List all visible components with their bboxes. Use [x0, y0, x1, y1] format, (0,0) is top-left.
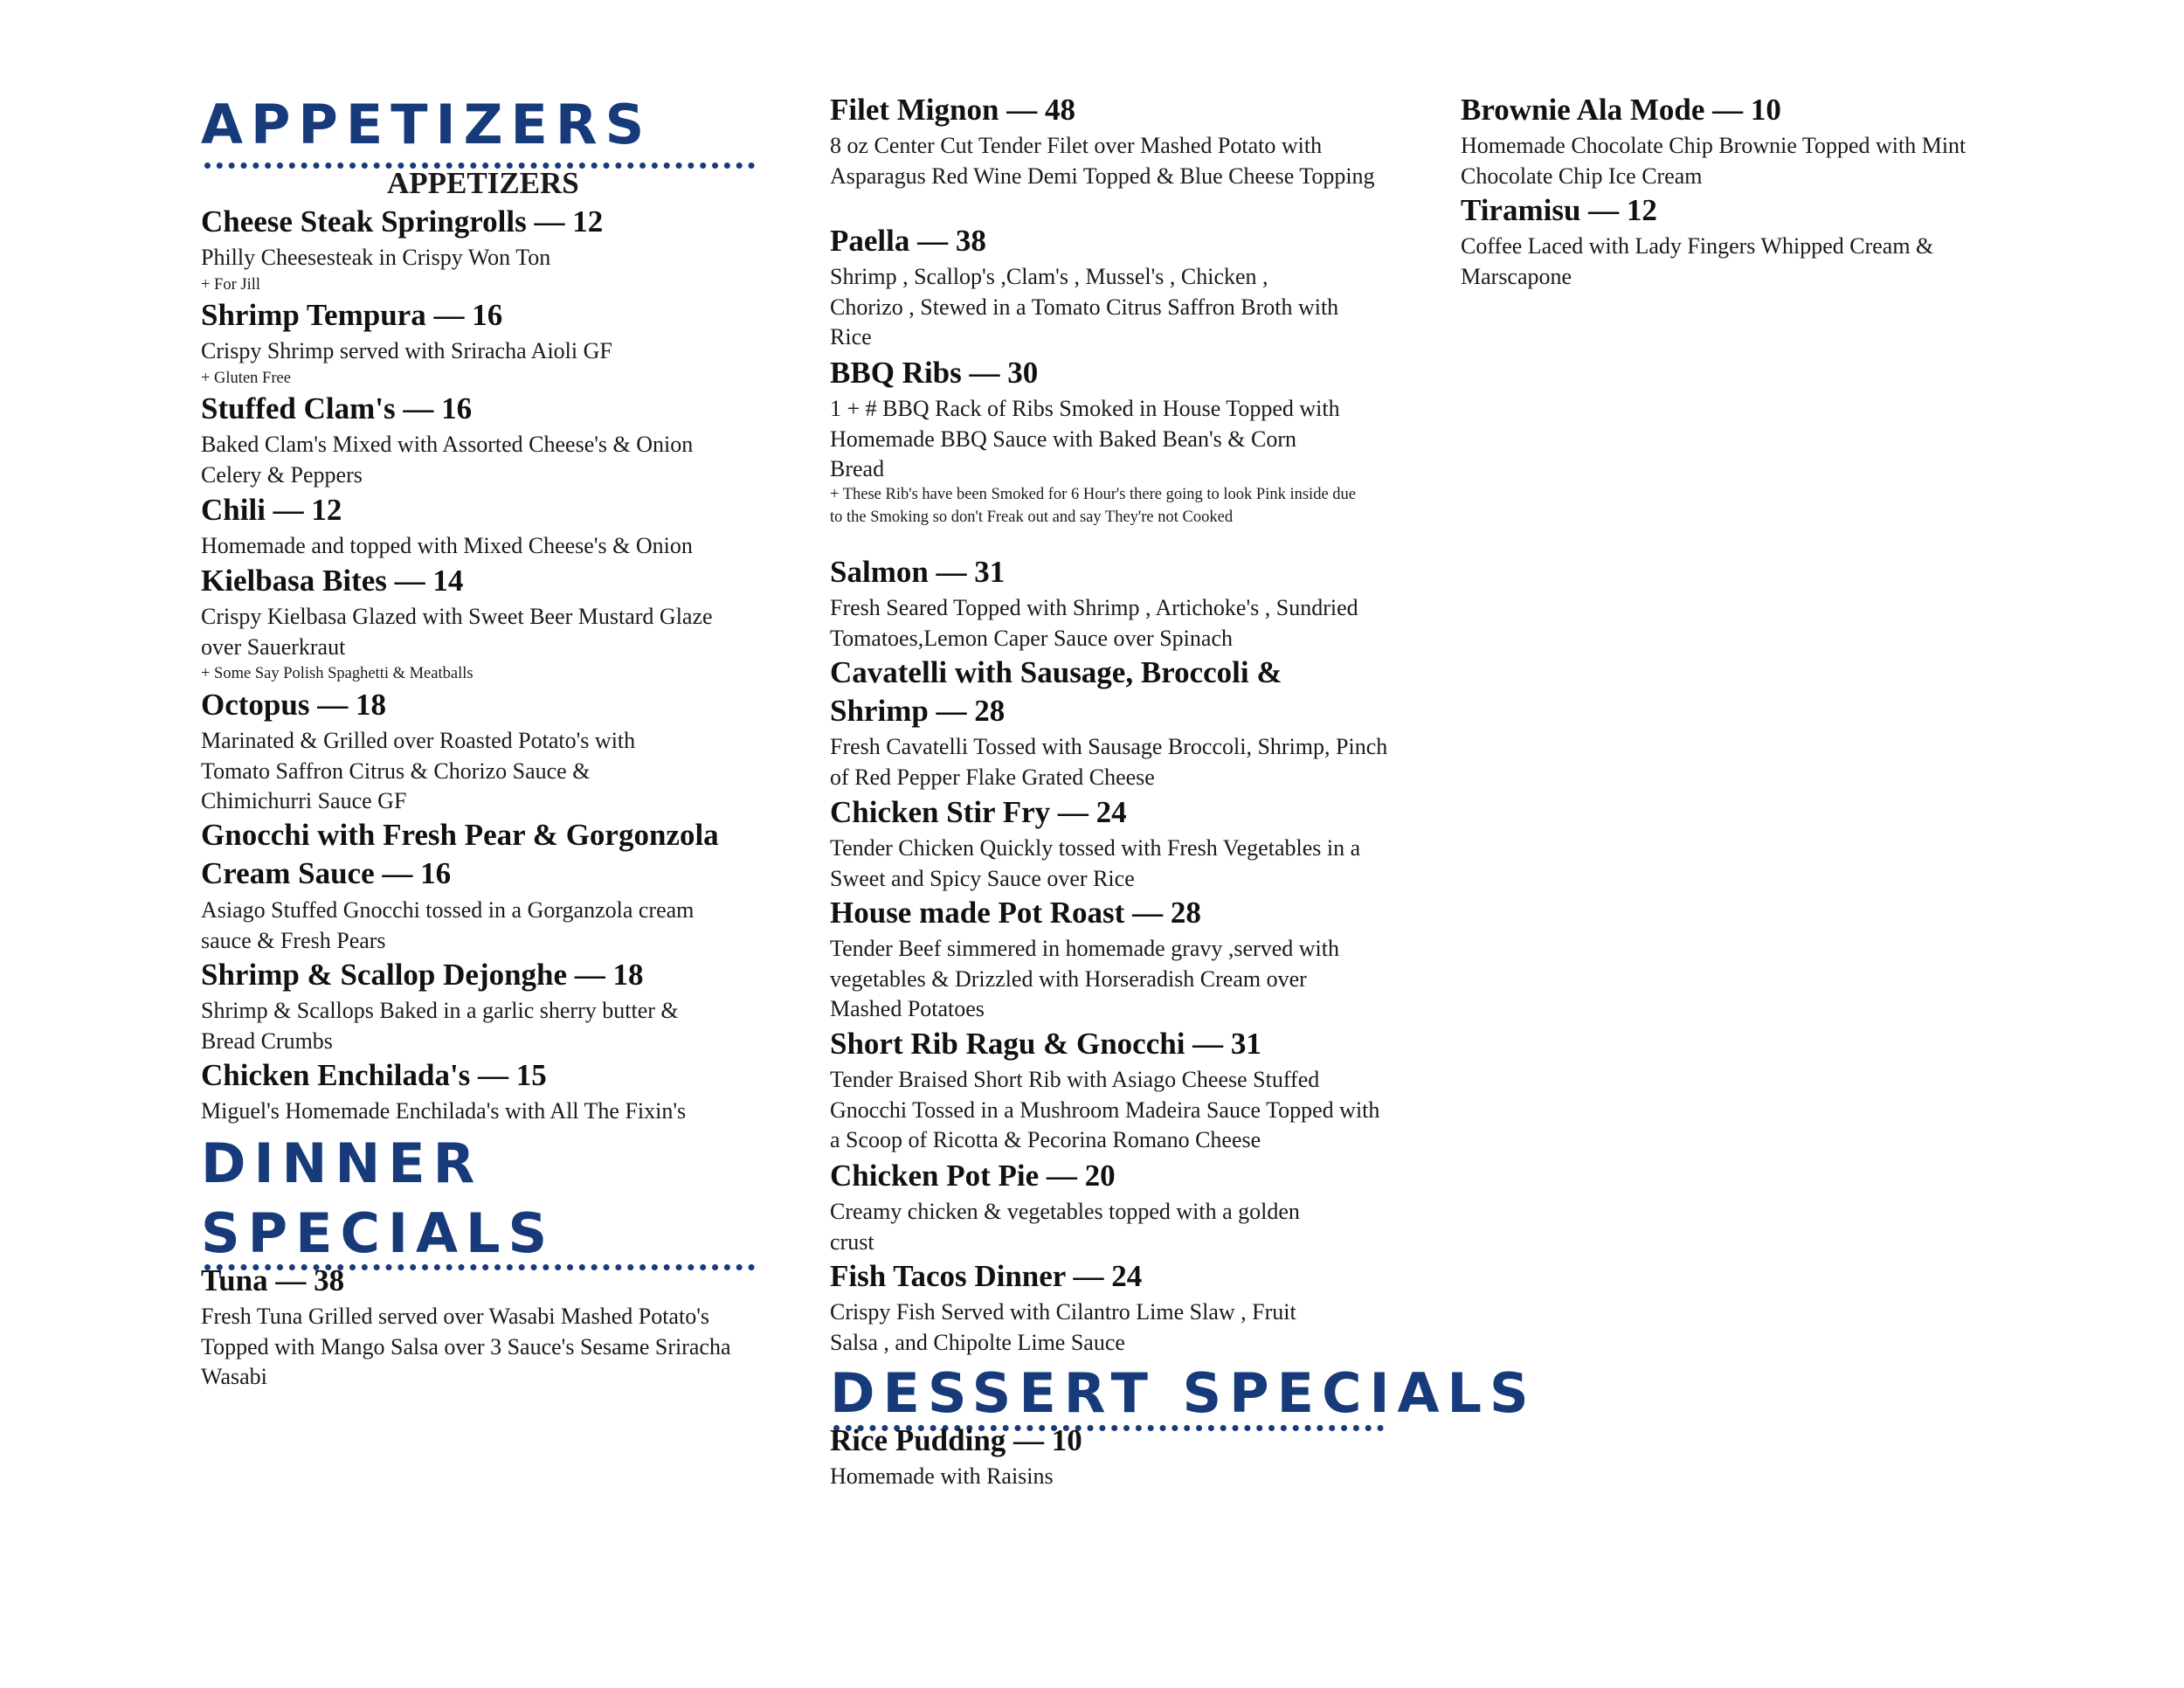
item-title: Stuffed Clam's — 16 [201, 391, 473, 425]
item-title: Fish Tacos Dinner — 24 [830, 1259, 1143, 1293]
item-description: 1 + # BBQ Rack of Ribs Smoked in House Topped with Homemade BBQ Sauce with Baked Bean's & Corn Bread [830, 396, 1340, 481]
item-description: Fresh Cavatelli Tossed with Sausage Broccoli, Shrimp, Pinch of Red Pepper Flake Grated Cheese [830, 734, 1388, 790]
item-description: Fresh Seared Topped with Shrimp , Artichoke's , Sundried Tomatoes,Lemon Caper Sauce over Spinach [830, 595, 1358, 651]
item-note: + Some Say Polish Spaghetti & Meatballs [201, 665, 473, 682]
item-description: 8 oz Center Cut Tender Filet over Mashed Potato with Asparagus Red Wine Demi Topped & Blue Cheese Topping [830, 133, 1375, 189]
item-description: Tender Beef simmered in homemade gravy ,served with vegetables & Drizzled with Horseradish Cream over Mashed Potatoes [830, 936, 1339, 1021]
item-note: + Gluten Free [201, 370, 291, 387]
item-description: Shrimp & Scallops Baked in a garlic sherry butter & Bread Crumbs [201, 998, 679, 1054]
item-description: Asiago Stuffed Gnocchi tossed in a Gorganzola cream sauce & Fresh Pears [201, 897, 695, 953]
dessert-specials-heading: DESSERT SPECIALS [830, 1361, 1537, 1425]
item-description: Homemade with Raisins [830, 1463, 1054, 1489]
item-title: Salmon — 31 [830, 555, 1006, 589]
item-title: Chicken Stir Fry — 24 [830, 795, 1127, 829]
item-title: Shrimp Tempura — 16 [201, 298, 503, 332]
item-title: Paella — 38 [830, 224, 986, 258]
item-description: Homemade and topped with Mixed Cheese's & Onion [201, 533, 693, 558]
item-description: Shrimp , Scallop's ,Clam's , Mussel's , Chicken , Chorizo , Stewed in a Tomato Citrus Saffron Broth with Rice [830, 264, 1339, 349]
item-description: Fresh Tuna Grilled served over Wasabi Mashed Potato's Topped with Mango Salsa over 3 Sauce's Sesame Sriracha Wasabi [201, 1304, 731, 1389]
item-title: Cheese Steak Springrolls — 12 [201, 204, 604, 239]
item-description: Tender Braised Short Rib with Asiago Cheese Stuffed Gnocchi Tossed in a Mushroom Madeira Sauce Topped with a Scoop of Ricotta & Pecorina Romano Cheese [830, 1067, 1380, 1152]
item-note: + These Rib's have been Smoked for 6 Hour's there going to look Pink inside due to the Smoking so don't Freak out and say They're not Cooked [830, 486, 1356, 526]
item-description: Miguel's Homemade Enchilada's with All The Fixin's [201, 1098, 687, 1124]
item-title: Chicken Enchilada's — 15 [201, 1058, 547, 1092]
item-title: Chili — 12 [201, 493, 342, 527]
item-title: House made Pot Roast — 28 [830, 896, 1201, 930]
item-description: Homemade Chocolate Chip Brownie Topped with Mint Chocolate Chip Ice Cream [1461, 133, 1966, 189]
appetizers-subheading: APPETIZERS [387, 166, 579, 200]
item-description: Philly Cheesesteak in Crispy Won Ton [201, 245, 551, 270]
item-title: Octopus — 18 [201, 688, 386, 722]
item-title: Tuna — 38 [201, 1263, 345, 1297]
item-note: + For Jill [201, 276, 261, 294]
item-description: Crispy Fish Served with Cilantro Lime Slaw , Fruit Salsa , and Chipolte Lime Sauce [830, 1299, 1296, 1355]
item-description: Marinated & Grilled over Roasted Potato's with Tomato Saffron Citrus & Chorizo Sauce & Chimichurri Sauce GF [201, 728, 636, 813]
item-title: BBQ Ribs — 30 [830, 356, 1039, 390]
item-title: Brownie Ala Mode — 10 [1461, 93, 1781, 127]
item-description: Coffee Laced with Lady Fingers Whipped Cream & Marscapone [1461, 233, 1934, 289]
dinner-specials-heading-line-2: SPECIALS [201, 1201, 556, 1265]
item-title: Gnocchi with Fresh Pear & Gorgonzola Cream Sauce — 16 [201, 818, 719, 890]
dinner-specials-heading-line-1: DINNER [201, 1131, 483, 1195]
item-description: Crispy Shrimp served with Sriracha Aioli GF [201, 338, 612, 363]
item-title: Filet Mignon — 48 [830, 93, 1075, 127]
item-description: Creamy chicken & vegetables topped with a golden crust [830, 1199, 1300, 1255]
item-title: Chicken Pot Pie — 20 [830, 1159, 1116, 1193]
appetizers-heading: APPETIZERS [201, 93, 653, 156]
item-title: Rice Pudding — 10 [830, 1423, 1082, 1457]
item-description: Baked Clam's Mixed with Assorted Cheese's & Onion Celery & Peppers [201, 432, 694, 488]
item-description: Tender Chicken Quickly tossed with Fresh Vegetables in a Sweet and Spicy Sauce over Rice [830, 835, 1361, 891]
item-title: Short Rib Ragu & Gnocchi — 31 [830, 1027, 1261, 1061]
item-title: Cavatelli with Sausage, Broccoli & Shrimp — 28 [830, 655, 1282, 728]
item-description: Crispy Kielbasa Glazed with Sweet Beer Mustard Glaze over Sauerkraut [201, 604, 713, 660]
item-title: Tiramisu — 12 [1461, 193, 1657, 227]
item-title: Kielbasa Bites — 14 [201, 564, 464, 598]
item-title: Shrimp & Scallop Dejonghe — 18 [201, 958, 644, 992]
